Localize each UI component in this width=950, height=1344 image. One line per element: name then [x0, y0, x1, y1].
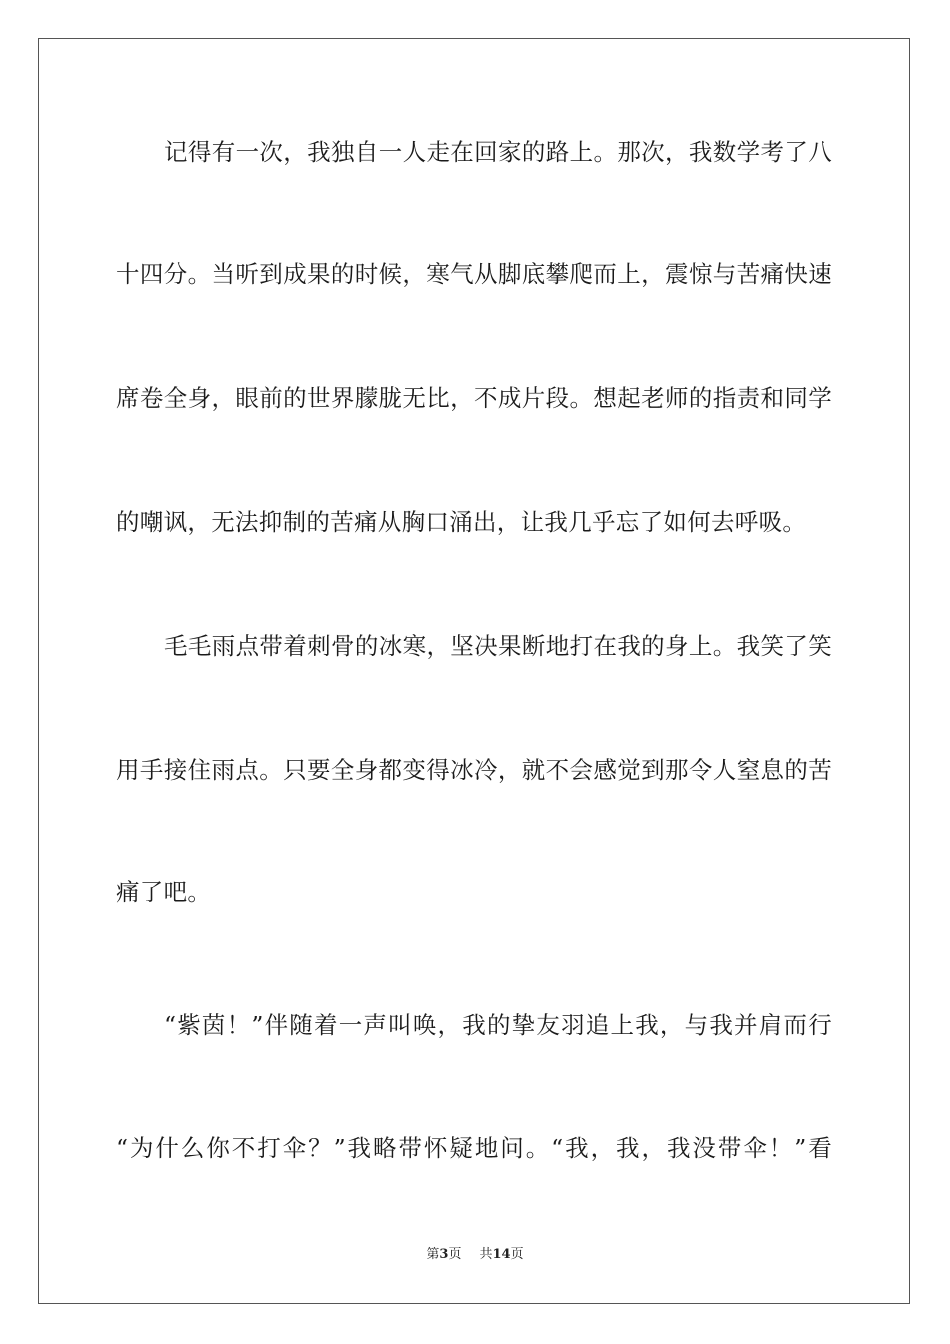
- paragraph-1-line-2: 十四分。当听到成果的时候，寒气从脚底攀爬而上，震惊与苦痛快速: [116, 260, 832, 288]
- paragraph-1-line-4: 的嘲讽，无法抑制的苦痛从胸口涌出，让我几乎忘了如何去呼吸。: [116, 508, 807, 536]
- total-label-prefix: 共: [479, 1247, 493, 1262]
- paragraph-1-line-3: 席卷全身，眼前的世界朦胧无比，不成片段。想起老师的指责和同学: [116, 384, 832, 412]
- paragraph-2-line-2: 用手接住雨点。只要全身都变得冰冷，就不会感觉到那令人窒息的苦: [116, 756, 832, 784]
- page-label-prefix: 第: [426, 1247, 440, 1262]
- page-number: 3: [439, 1247, 449, 1262]
- page-border: [38, 38, 910, 1304]
- paragraph-3-line-2: “为什么你不打伞？”我略带怀疑地问。“我，我，我没带伞！”看: [116, 1134, 832, 1162]
- paragraph-1-line-1: 记得有一次，我独自一人走在回家的路上。那次，我数学考了八: [164, 138, 832, 166]
- total-pages: 14: [492, 1247, 511, 1262]
- paragraph-2-line-1: 毛毛雨点带着刺骨的冰寒，坚决果断地打在我的身上。我笑了笑: [164, 632, 832, 660]
- page-label-suffix: 页: [448, 1247, 462, 1262]
- page-footer: [0, 1246, 950, 1264]
- paragraph-2-line-3: 痛了吧。: [116, 878, 212, 906]
- paragraph-3-line-1: “紫茵！”伴随着一声叫唤，我的挚友羽追上我，与我并肩而行: [164, 1011, 832, 1039]
- total-label-suffix: 页: [510, 1247, 524, 1262]
